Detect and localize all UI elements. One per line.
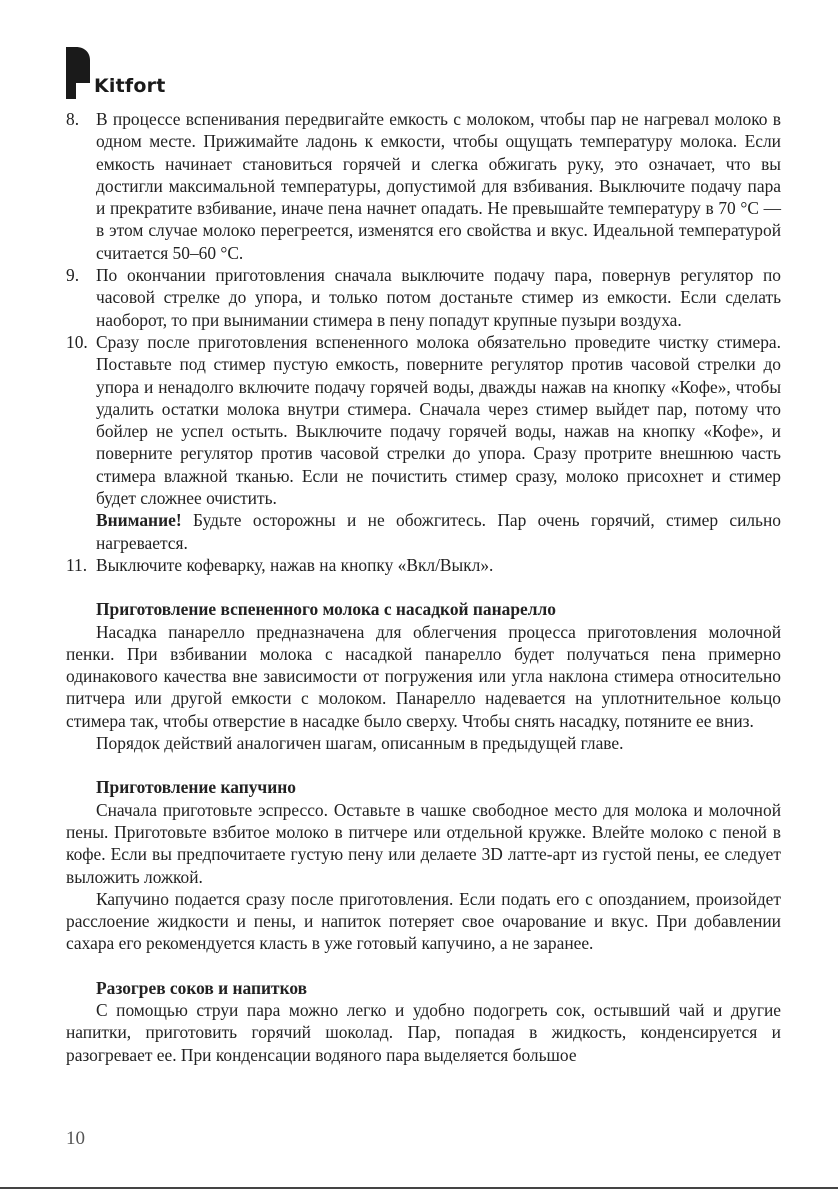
paragraph: С помощью струи пара можно легко и удобно подогреть сок, остывший чай и другие напитки, приготовить горячий шоколад. Пар, попадая в жидкость, конденсируется и разогревает ее. При конденсации водяного пара выделяется большое (66, 999, 781, 1065)
page-content (66, 108, 781, 1066)
section-heading-heating-drinks: Разогрев соков и напитков (96, 977, 308, 998)
section-heading-cappuccino: Приготовление капучино (96, 777, 296, 798)
paragraph: Сначала приготовьте эспрессо. Оставьте в чашке свободное место для молока и молочной пены. Приготовьте взбитое молоко в питчере или отдельной кружке. Влейте молоко с пеной в кофе. Если вы предпочитаете густую пену или делаете 3D латте-арт из густой пены, ее следует выложить ложкой. (66, 799, 781, 887)
step-text: По окончании приготовления сначала выключите подачу пара, повернув регулятор по часовой стрелке до упора, и только потом достаньте стимер из емкости. Если сделать наоборот, то при вынимании стимера в пену попадут крупные пузыри воздуха. (96, 265, 781, 330)
step-text: Выключите кофеварку, нажав на кнопку «Вкл/Выкл». (96, 554, 494, 575)
list-item (66, 554, 781, 576)
paragraph: Насадка панарелло предназначена для облегчения процесса приготовления молочной пенки. При взбивании молока с насадкой панарелло будет получаться пена примерно одинакового качества вне зависимости от погружения или угла наклона стимера относительно питчера или другой емкости с молоком. Панарелло надевается на уплотнительное кольцо стимера так, чтобы отверстие в насадке было сверху. Чтобы снять насадку, потяните ее вниз. (66, 621, 781, 731)
step-number: 8. (66, 109, 80, 129)
step-text: Сразу после приготовления вспененного молока обязательно проведите чистку стимера. Поставьте под стимер пустую емкость, поверните регулятор против часовой стрелки до упора и ненадолго включите подачу горячей воды, дважды нажав на кнопку «Кофе», чтобы удалить остатки молока внутри стимера. Сначала через стимер выйдет пар, потому что бойлер не успел остыть. Выключите подачу горячей воды, нажав на кнопку «Кофе», и поверните регулятор против часовой стрелки до упора. Сразу протрите внешнюю часть стимера влажной тканью. Если не почистить стимер сразу, молоко присохнет и стимер будет сложнее очистить. (96, 331, 781, 509)
step-number: 9. (66, 265, 80, 286)
step-number: 10. (66, 331, 88, 352)
list-item (66, 264, 781, 331)
list-item (66, 331, 781, 554)
page-number: 10 (66, 1128, 85, 1149)
section-heading-panarello: Приготовление вспененного молока с насадкой панарелло (96, 599, 556, 620)
warning-label: Внимание! (96, 510, 182, 531)
bottom-divider (0, 1187, 838, 1189)
step-number: 11. (66, 554, 88, 575)
brand-name: Kitfort (94, 75, 166, 97)
kitfort-logo (66, 47, 176, 107)
steps-list (66, 108, 781, 576)
paragraph: Капучино подается сразу после приготовления. Если подать его с опозданием, произойдет расслоение жидкости и пены, и напиток потеряет свое очарование и вкус. При добавлении сахара его рекомендуется класть в уже готовый капучино, а не заранее. (66, 888, 781, 954)
warning-text: Будьте осторожны и не обожгитесь. Пар очень горячий, стимер сильно нагревается. (96, 510, 781, 553)
kitfort-logo-icon (66, 47, 94, 99)
step-text: В процессе вспенивания передвигайте емкость с молоком, чтобы пар не нагревал молоко в одном месте. Прижимайте ладонь к емкости, чтобы ощущать температуру молока. Если емкость начинает становиться горячей и слегка обжигать руку, это означает, что вы достигли максимальной температуры, допустимой для взбивания. Выключите подачу пара и прекратите взбивание, иначе пена начнет опадать. Не превышайте температуру в 70 °C — в этом случае молоко перегреется, изменятся его свойства и вкус. Идеальной температурой считается 50–60 °C. (96, 109, 781, 263)
list-item (66, 108, 781, 264)
warning-note (96, 509, 781, 554)
paragraph: Порядок действий аналогичен шагам, описанным в предыдущей главе. (96, 733, 624, 754)
